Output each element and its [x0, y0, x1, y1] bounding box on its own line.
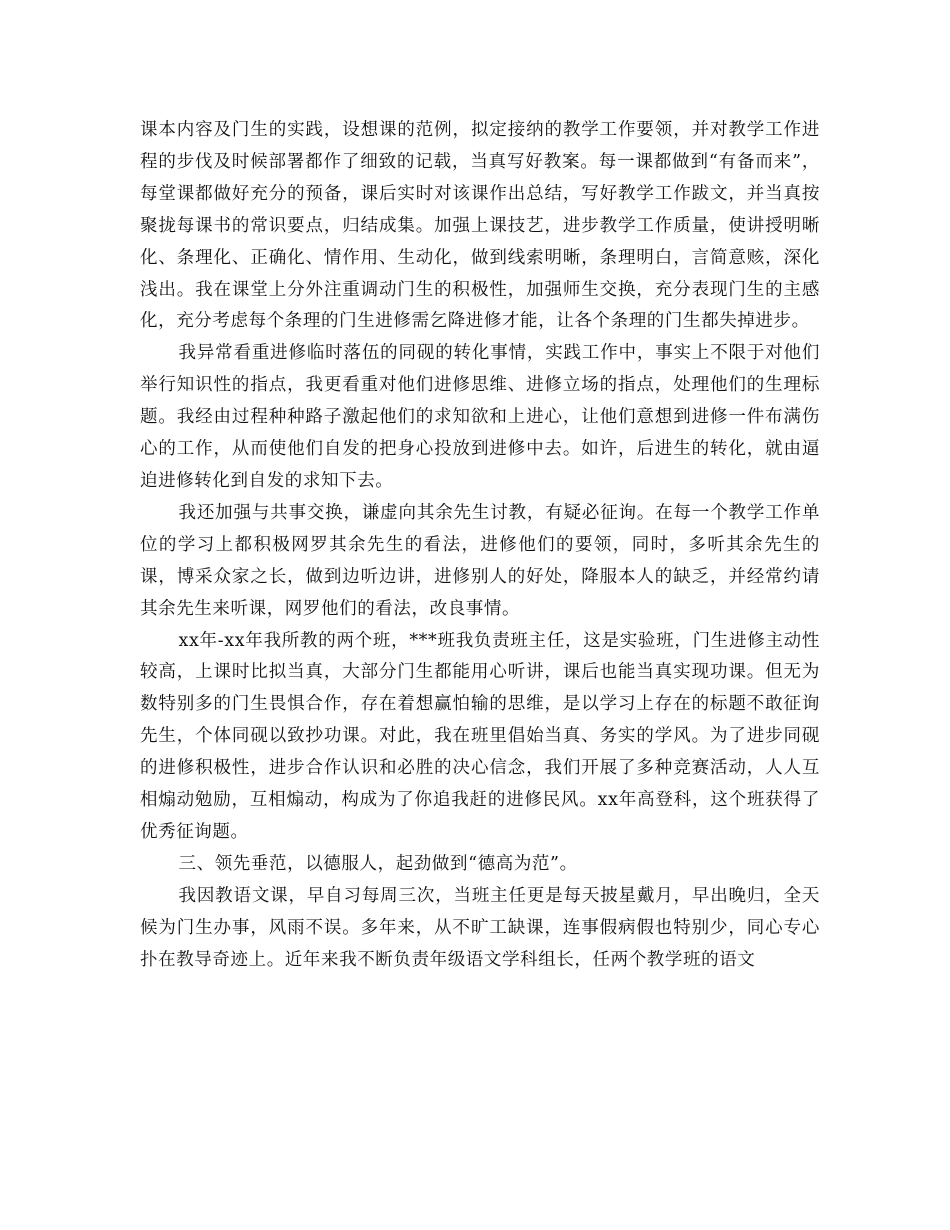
paragraph-4: xx年-xx年我所教的两个班，***班我负责班主任，这是实验班，门生进修主动性较高，上课时比拟当真，大部分门生都能用心听讲，课后也能当真实现功课。但无为数特别多的门生畏惧合作，存在着想赢怕输的思维，是以学习上存在的标题不敢征询先生，个体同砚以致抄功课。对此，我在班里倡始当真、务实的学风。为了进步同砚的进修积极性，进步合作认识和必胜的决心信念，我们开展了多种竞赛活动，人人互相煽动勉励，互相煽动，构成为了你追我赶的进修民风。xx年高登科，这个班获得了优秀征询题。 [140, 630, 820, 842]
paragraph-1: 课本内容及门生的实践，设想课的范例，拟定接纳的教学工作要领，并对教学工作进程的步伐及时候部署都作了细致的记载，当真写好教案。每一课都做到“有备而来”，每堂课都做好充分的预备，课后实时对该课作出总结，写好教学工作跋文，并当真按聚拢每课书的常识要点，归结成集。加强上课技艺，进步教学工作质量，使讲授明晰化、条理化、正确化、情作用、生动化，做到线索明晰，条理明白，言简意赅，深化浅出。我在课堂上分外注重调动门生的积极性，加强师生交换，充分表现门生的主感化，充分考虑每个条理的门生进修需乞降进修才能，让各个条理的门生都失掉进步。 [140, 120, 820, 332]
paragraph-3: 我还加强与共事交换，谦虚向其余先生讨教，有疑必征询。在每一个教学工作单位的学习上都积极网罗其余先生的看法，进修他们的要领，同时，多听其余先生的课，博采众家之长，做到边听边讲，进修别人的好处，降服本人的缺乏，并经常约请其余先生来听课，网罗他们的看法，改良事情。 [140, 502, 820, 619]
section-heading-3: 三、领先垂范，以德服人，起劲做到“德高为范”。 [178, 853, 578, 874]
document-body [140, 115, 820, 976]
paragraph-6: 我因教语文课，早自习每周三次，当班主任更是每天披星戴月，早出晚归，全天候为门生办事，风雨不误。多年来，从不旷工缺课，连事假病假也特别少，同心专心扑在教导奇迹上。近年来我不断负责年级语文学科组长，任两个教学班的语文 [140, 885, 820, 970]
paragraph-2: 我异常看重进修临时落伍的同砚的转化事情，实践工作中，事实上不限于对他们举行知识性的指点，我更看重对他们进修思维、进修立场的指点，处理他们的生理标题。我经由过程种种路子激起他们的求知欲和上进心，让他们意想到进修一件布满伤心的工作，从而使他们自发的把身心投放到进修中去。如许，后进生的转化，就由逼迫进修转化到自发的求知下去。 [140, 343, 820, 491]
